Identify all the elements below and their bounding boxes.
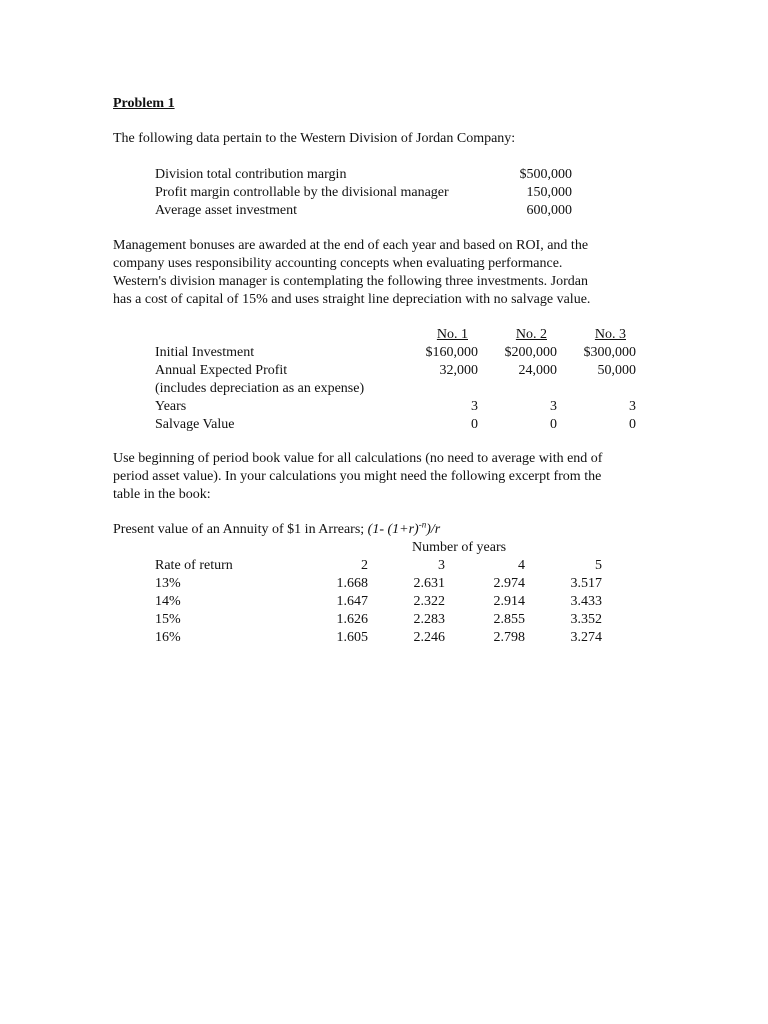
investment-cell: 50,000 [597,363,636,378]
paragraph-line: has a cost of capital of 15% and uses straight line depreciation with no salvage value. [113,292,591,307]
annuity-cell: 3.433 [570,594,602,609]
annuity-cell: 1.605 [336,630,368,645]
investment-cell: 24,000 [518,363,557,378]
division-data-value: 150,000 [526,185,572,200]
investment-cell: 3 [629,399,636,414]
investment-header: No. 1 [436,327,468,342]
annuity-formula [367,519,441,537]
investment-row-label: Initial Investment [155,345,255,360]
year-header: 4 [518,558,525,573]
annuity-caption [113,521,440,539]
rate-cell: 14% [155,594,181,609]
investment-cell: $200,000 [504,345,557,360]
rate-cell: 15% [155,612,181,627]
annuity-cell: 2.631 [413,576,445,591]
investment-cell: 0 [629,417,636,432]
rate-cell: 13% [155,576,181,591]
rate-of-return-label: Rate of return [155,558,233,573]
annuity-cell: 2.798 [493,630,525,645]
investment-cell: $160,000 [425,345,478,360]
formula-part: )/r [426,522,441,537]
investment-header: No. 3 [594,327,626,342]
division-data-label: Average asset investment [155,203,298,218]
division-data-label: Profit margin controllable by the divisional manager [155,185,449,200]
division-data-label: Division total contribution margin [155,167,347,182]
investment-cell: 0 [550,417,557,432]
paragraph-line: period asset value). In your calculations you might need the following excerpt from the [113,469,602,484]
annuity-cell: 3.517 [570,576,602,591]
investment-cell: 3 [550,399,557,414]
division-data-value: $500,000 [519,167,572,182]
intro-text: The following data pertain to the Western Division of Jordan Company: [113,131,516,146]
annuity-cell: 1.668 [336,576,368,591]
formula-exponent: -n [418,519,427,530]
annuity-cell: 1.626 [336,612,368,627]
number-of-years-label: Number of years [412,540,507,555]
management-bonus-paragraph [113,237,648,309]
investment-row-label: Salvage Value [155,417,235,432]
paragraph-line: Use beginning of period book value for all calculations (no need to average with end of [113,451,603,466]
investment-row-label: Years [155,399,187,414]
investment-header: No. 2 [515,327,547,342]
investment-row-label: Annual Expected Profit [155,363,288,378]
formula-part: (1- (1+r) [367,522,419,537]
annuity-cell: 3.352 [570,612,602,627]
paragraph-line: table in the book: [113,487,211,502]
investment-row-label: (includes depreciation as an expense) [155,381,365,396]
investment-cell: 3 [471,399,478,414]
paragraph-line: company uses responsibility accounting concepts when evaluating performance. [113,256,563,271]
year-header: 2 [361,558,368,573]
annuity-cell: 3.274 [570,630,602,645]
annuity-cell: 2.322 [413,594,445,609]
year-header: 5 [595,558,602,573]
annuity-cell: 1.647 [336,594,368,609]
rate-cell: 16% [155,630,181,645]
investment-cell: 32,000 [439,363,478,378]
paragraph-line: Western's division manager is contemplating the following three investments. Jordan [113,274,588,289]
annuity-cell: 2.855 [493,612,525,627]
investment-cell: $300,000 [583,345,636,360]
problem-title: Problem 1 [113,96,175,111]
annuity-cell: 2.246 [413,630,445,645]
annuity-cell: 2.914 [493,594,525,609]
annuity-caption-text: Present value of an Annuity of $1 in Arrears; [113,522,368,537]
annuity-cell: 2.974 [493,576,525,591]
division-data-value: 600,000 [526,203,572,218]
calculation-instructions-paragraph [113,450,653,504]
annuity-cell: 2.283 [413,612,445,627]
investment-cell: 0 [471,417,478,432]
year-header: 3 [438,558,445,573]
paragraph-line: Management bonuses are awarded at the end of each year and based on ROI, and the [113,238,589,253]
